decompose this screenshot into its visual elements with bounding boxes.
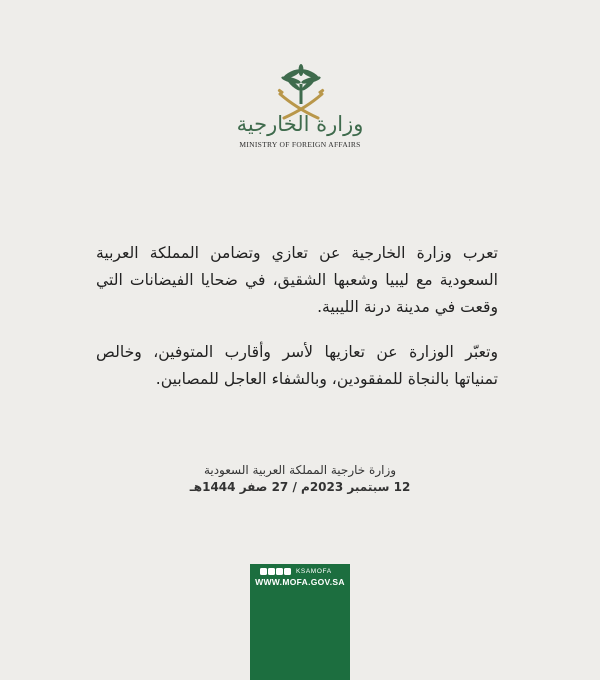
twitter-icon[interactable] [284, 568, 291, 575]
issuer-name: وزارة خارجية المملكة العربية السعودية [203, 463, 397, 477]
social-links [260, 568, 342, 575]
signoff-block [150, 462, 450, 496]
ministry-name-english: MINISTRY OF FOREIGN AFFAIRS [239, 140, 361, 149]
instagram-icon[interactable] [276, 568, 283, 575]
youtube-icon[interactable] [260, 568, 267, 575]
statement-paragraph-1: تعرب وزارة الخارجية عن تعازي وتضامن المملكة العربية السعودية مع ليبيا وشعبها الشقيق، في ضحايا الفيضانات التي وقعت في مدينة درنة الليبية. [96, 244, 498, 316]
website-link[interactable]: WWW.MOFA.GOV.SA [255, 577, 345, 587]
facebook-icon[interactable] [268, 568, 275, 575]
statement-body [96, 240, 498, 411]
ministry-name-arabic: وزارة الخارجية [236, 112, 364, 136]
social-handle[interactable]: KSAMOFA [296, 568, 332, 575]
issue-date: 12 سبتمبر 2023م / 27 صفر 1444هـ [189, 480, 411, 494]
statement-paragraph-2: وتعبّر الوزارة عن تعازيها لأسر وأقارب المتوفين، وخالص تمنياتها بالنجاة للمفقودين، وبالشفاء العاجل للمصابين. [96, 343, 498, 388]
